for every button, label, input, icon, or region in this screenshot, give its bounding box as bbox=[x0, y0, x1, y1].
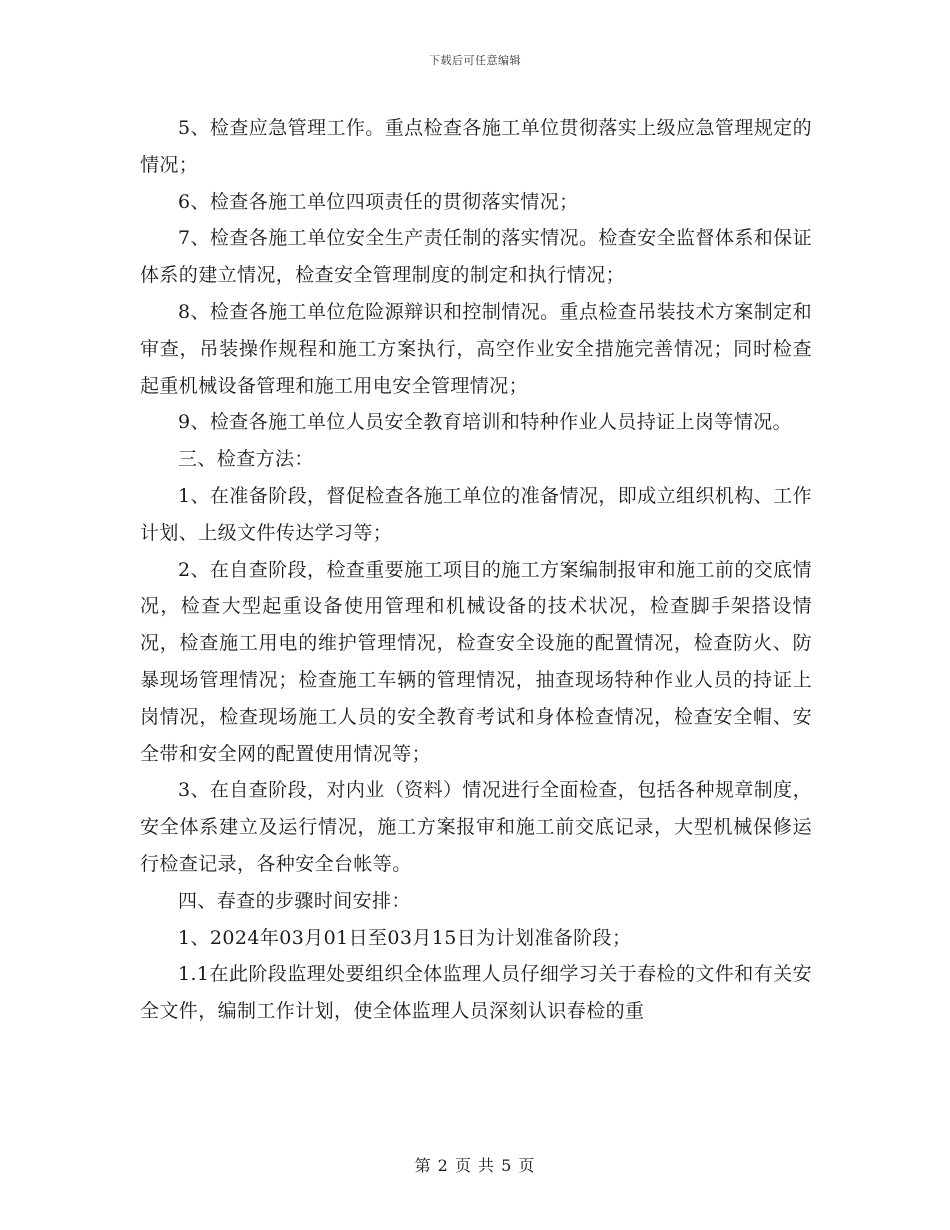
paragraph-item-6: 6、检查各施工单位四项责任的贯彻落实情况； bbox=[178, 190, 579, 213]
page-footer: 第 2 页 共 5 页 bbox=[414, 1156, 536, 1175]
paragraph-item-9: 9、检查各施工单位人员安全教育培训和特种作业人员持证上岗等情况。 bbox=[178, 411, 792, 434]
paragraph-item-7: 7、检查各施工单位安全生产责任制的落实情况。检查安全监督体系和保证体系的建立情况，检查安全管理制度的制定和执行情况； bbox=[140, 227, 812, 287]
section-heading-inspection-methods: 三、检查方法： bbox=[178, 448, 314, 471]
paragraph-item-8: 8、检查各施工单位危险源辩识和控制情况。重点检查吊装技术方案制定和审查，吊装操作规程和施工方案执行，高空作业安全措施完善情况；同时检查起重机械设备管理和施工用电安全管理情况； bbox=[140, 300, 812, 397]
page-header: 下载后可任意编辑 bbox=[429, 54, 521, 67]
document-body bbox=[140, 110, 812, 1030]
schedule-item-1: 1、2024年03月01日至03月15日为计划准备阶段； bbox=[178, 926, 632, 949]
method-item-3: 3、在自查阶段，对内业（资料）情况进行全面检查，包括各种规章制度，安全体系建立及运行情况，施工方案报审和施工前交底记录，大型机械保修运行检查记录，各种安全台帐等。 bbox=[140, 779, 812, 875]
paragraph-item-5: 5、检查应急管理工作。重点检查各施工单位贯彻落实上级应急管理规定的情况； bbox=[140, 117, 812, 176]
method-item-1: 1、在准备阶段，督促检查各施工单位的准备情况，即成立组织机构、工作计划、上级文件传达学习等； bbox=[140, 484, 812, 544]
schedule-item-1-1: 1.1在此阶段监理处要组织全体监理人员仔细学习关于春检的文件和有关安全文件，编制工作计划，使全体监理人员深刻认识春检的重 bbox=[140, 963, 812, 1023]
section-heading-schedule: 四、春查的步骤时间安排： bbox=[178, 889, 411, 912]
method-item-2: 2、在自查阶段，检查重要施工项目的施工方案编制报审和施工前的交底情况，检查大型起重设备使用管理和机械设备的技术状况，检查脚手架搭设情况，检查施工用电的维护管理情况，检查安全设施的配置情况，检查防火、防暴现场管理情况；检查施工车辆的管理情况，抽查现场特种作业人员的持证上岗情况，检查现场施工人员的安全教育考试和身体检查情况，检查安全帽、安全带和安全网的配置使用情况等； bbox=[140, 558, 812, 765]
